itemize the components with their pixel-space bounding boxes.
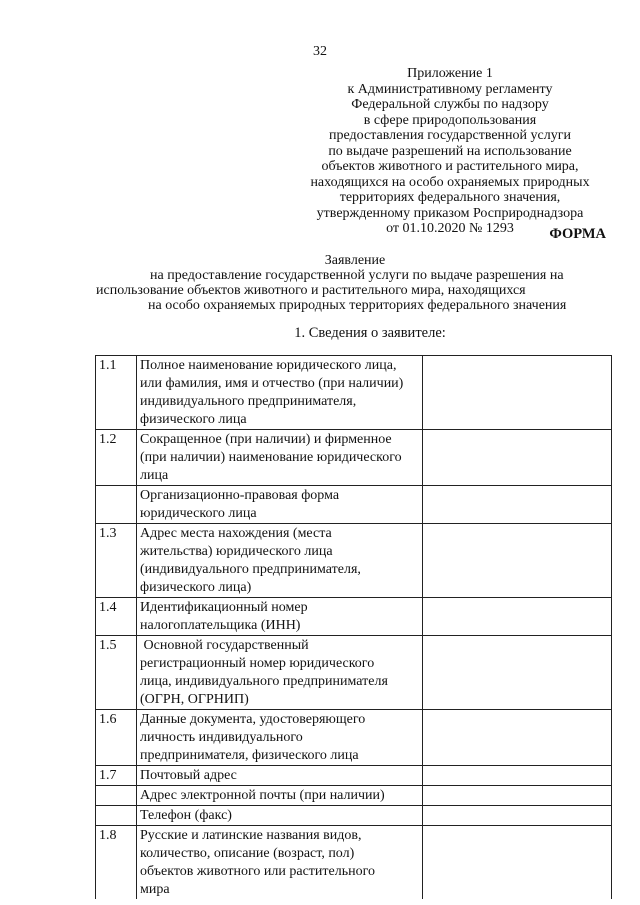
appendix-line: от 01.10.2020 № 1293 [386,221,514,236]
field-label [137,524,423,598]
field-label-line: предпринимателя, физического лица [140,748,359,763]
field-label-line: (индивидуального предпринимателя, [140,562,361,577]
row-number: 1.4 [96,598,137,636]
field-value-cell[interactable] [423,598,612,636]
field-label-line: физического лица [140,412,247,427]
field-label-line: физического лица) [140,580,252,595]
statement-line: на особо охраняемых природных территориях федерального значения [148,298,567,313]
field-label-line: Организационно-правовая форма [140,488,340,503]
field-value-cell[interactable] [423,430,612,486]
row-number [96,806,137,826]
field-label-line: регистрационный номер юридического [140,656,375,671]
field-label-line: Данные документа, удостоверяющего [140,712,366,727]
field-label-line: мира [140,882,170,897]
field-label [137,430,423,486]
table-row [96,356,612,430]
field-label [137,786,423,806]
field-label-line: жительства) юридического лица [140,544,333,559]
field-label-line: Основной государственный [140,638,309,653]
field-label-line: Почтовый адрес [140,768,237,783]
field-label-line: налогоплательщика (ИНН) [140,618,301,633]
field-label-line: личность индивидуального [140,730,303,745]
appendix-line: в сфере природопользования [363,112,537,128]
field-value-cell[interactable] [423,524,612,598]
row-number: 1.2 [96,430,137,486]
appendix-line: Приложение 1 [407,66,493,81]
field-label [137,826,423,900]
appendix-line: к Административному регламенту [347,81,553,97]
table-row [96,598,612,636]
section-title: 1. Сведения о заявителе: [294,325,446,341]
appendix-line: Федеральной службы по надзору [351,97,549,112]
row-number: 1.1 [96,356,137,430]
table-row [96,766,612,786]
row-number [96,786,137,806]
row-number: 1.3 [96,524,137,598]
table-row [96,806,612,826]
field-label-line: объектов животного или растительного [140,864,375,879]
statement-title: Заявление [324,253,386,268]
table-row [96,486,612,524]
field-label [137,486,423,524]
applicant-info-table [95,355,612,899]
appendix-header [300,66,600,237]
statement-subtitle [96,268,616,313]
field-label-line: Телефон (факс) [140,808,232,823]
form-label: ФОРМА [549,226,606,242]
field-value-cell[interactable] [423,786,612,806]
row-number: 1.7 [96,766,137,786]
row-number [96,486,137,524]
statement-line: на предоставление государственной услуги по выдаче разрешения на [150,268,564,283]
field-label-line: Адрес электронной почты (при наличии) [140,788,385,803]
table-row [96,524,612,598]
table-row [96,786,612,806]
row-number: 1.6 [96,710,137,766]
row-number: 1.5 [96,636,137,710]
field-label-line: (ОГРН, ОГРНИП) [140,692,249,707]
field-value-cell[interactable] [423,710,612,766]
row-number: 1.8 [96,826,137,900]
field-label [137,636,423,710]
field-label-line: лица [140,468,169,483]
appendix-line: находящихся на особо охраняемых природных [310,174,590,190]
field-value-cell[interactable] [423,766,612,786]
field-value-cell[interactable] [423,636,612,710]
appendix-line: объектов животного и растительного мира, [321,159,579,174]
field-label-line: лица, индивидуального предпринимателя [140,674,388,689]
page-number: 32 [313,44,327,59]
table-row [96,430,612,486]
field-label-line: индивидуального предпринимателя, [140,394,357,409]
appendix-line: предоставления государственной услуги [329,128,571,143]
field-label-line: Идентификационный номер [140,600,308,615]
field-label-line: Сокращенное (при наличии) и фирменное [140,432,392,447]
appendix-line: по выдаче разрешений на использование [328,143,572,159]
field-label [137,356,423,430]
field-label-line: юридического лица [140,506,257,521]
appendix-line: утвержденному приказом Росприроднадзора [316,205,584,221]
table-row [96,710,612,766]
field-value-cell[interactable] [423,806,612,826]
field-value-cell[interactable] [423,486,612,524]
appendix-line: территориях федерального значения, [339,190,561,205]
field-label-line: (при наличии) наименование юридического [140,450,402,465]
field-label-line: Полное наименование юридического лица, [140,358,397,373]
field-value-cell[interactable] [423,826,612,900]
statement-line: использование объектов животного и растительного мира, находящихся [96,283,526,298]
field-label-line: Русские и латинские названия видов, [140,828,362,843]
field-label [137,806,423,826]
field-label-line: Адрес места нахождения (места [140,526,332,541]
field-label-line: количество, описание (возраст, пол) [140,846,355,861]
field-label [137,598,423,636]
field-label [137,766,423,786]
table-row [96,826,612,900]
field-label [137,710,423,766]
table-row [96,636,612,710]
field-label-line: или фамилия, имя и отчество (при наличии) [140,376,404,391]
field-value-cell[interactable] [423,356,612,430]
